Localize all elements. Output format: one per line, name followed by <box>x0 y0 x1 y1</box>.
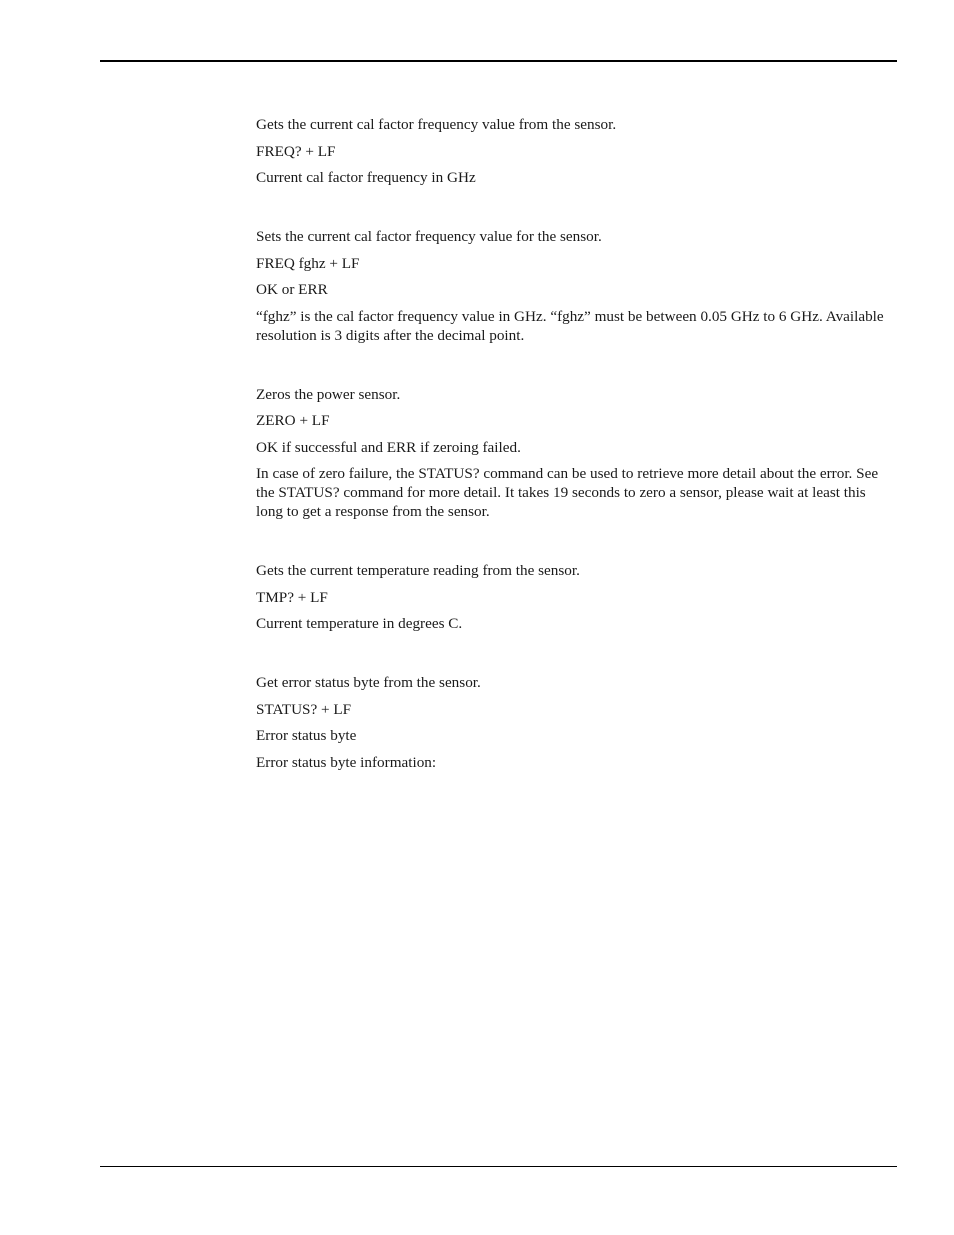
syntax: STATUS? + LF <box>256 700 352 718</box>
header-rule <box>100 60 897 62</box>
syntax: TMP? + LF <box>256 588 328 606</box>
response: OK if successful and ERR if zeroing failed. <box>256 438 521 456</box>
notes: “fghz” is the cal factor frequency value in GHz. “fghz” must be between 0.05 GHz to 6 GHz. Available resolution is 3 digits after the decimal point. <box>256 307 884 344</box>
notes: In case of zero failure, the STATUS? command can be used to retrieve more detail about the error. See the STATUS? command for more detail. It takes 19 seconds to zero a sensor, please wait at least this long to get a response from the sensor. <box>256 465 879 520</box>
response: Error status byte <box>256 727 357 744</box>
description: Sets the current cal factor frequency value for the sensor. <box>256 228 602 245</box>
response: OK or ERR <box>256 281 328 298</box>
document-body <box>256 115 896 779</box>
description: Zeros the power sensor. <box>256 385 401 403</box>
notes: Error status byte information: <box>256 753 437 771</box>
section-tmp-query <box>256 561 896 633</box>
section-freq-query <box>256 115 896 187</box>
section-status-query <box>256 673 896 772</box>
syntax: FREQ? + LF <box>256 142 336 160</box>
section-zero <box>256 385 896 522</box>
description: Gets the current temperature reading from the sensor. <box>256 562 580 579</box>
response: Current cal factor frequency in GHz <box>256 169 476 186</box>
syntax: ZERO + LF <box>256 412 330 429</box>
description: Gets the current cal factor frequency value from the sensor. <box>256 116 617 133</box>
section-freq-set <box>256 227 896 345</box>
footer-rule <box>100 1166 897 1167</box>
description: Get error status byte from the sensor. <box>256 674 481 691</box>
syntax: FREQ fghz + LF <box>256 254 360 272</box>
response: Current temperature in degrees C. <box>256 615 463 632</box>
